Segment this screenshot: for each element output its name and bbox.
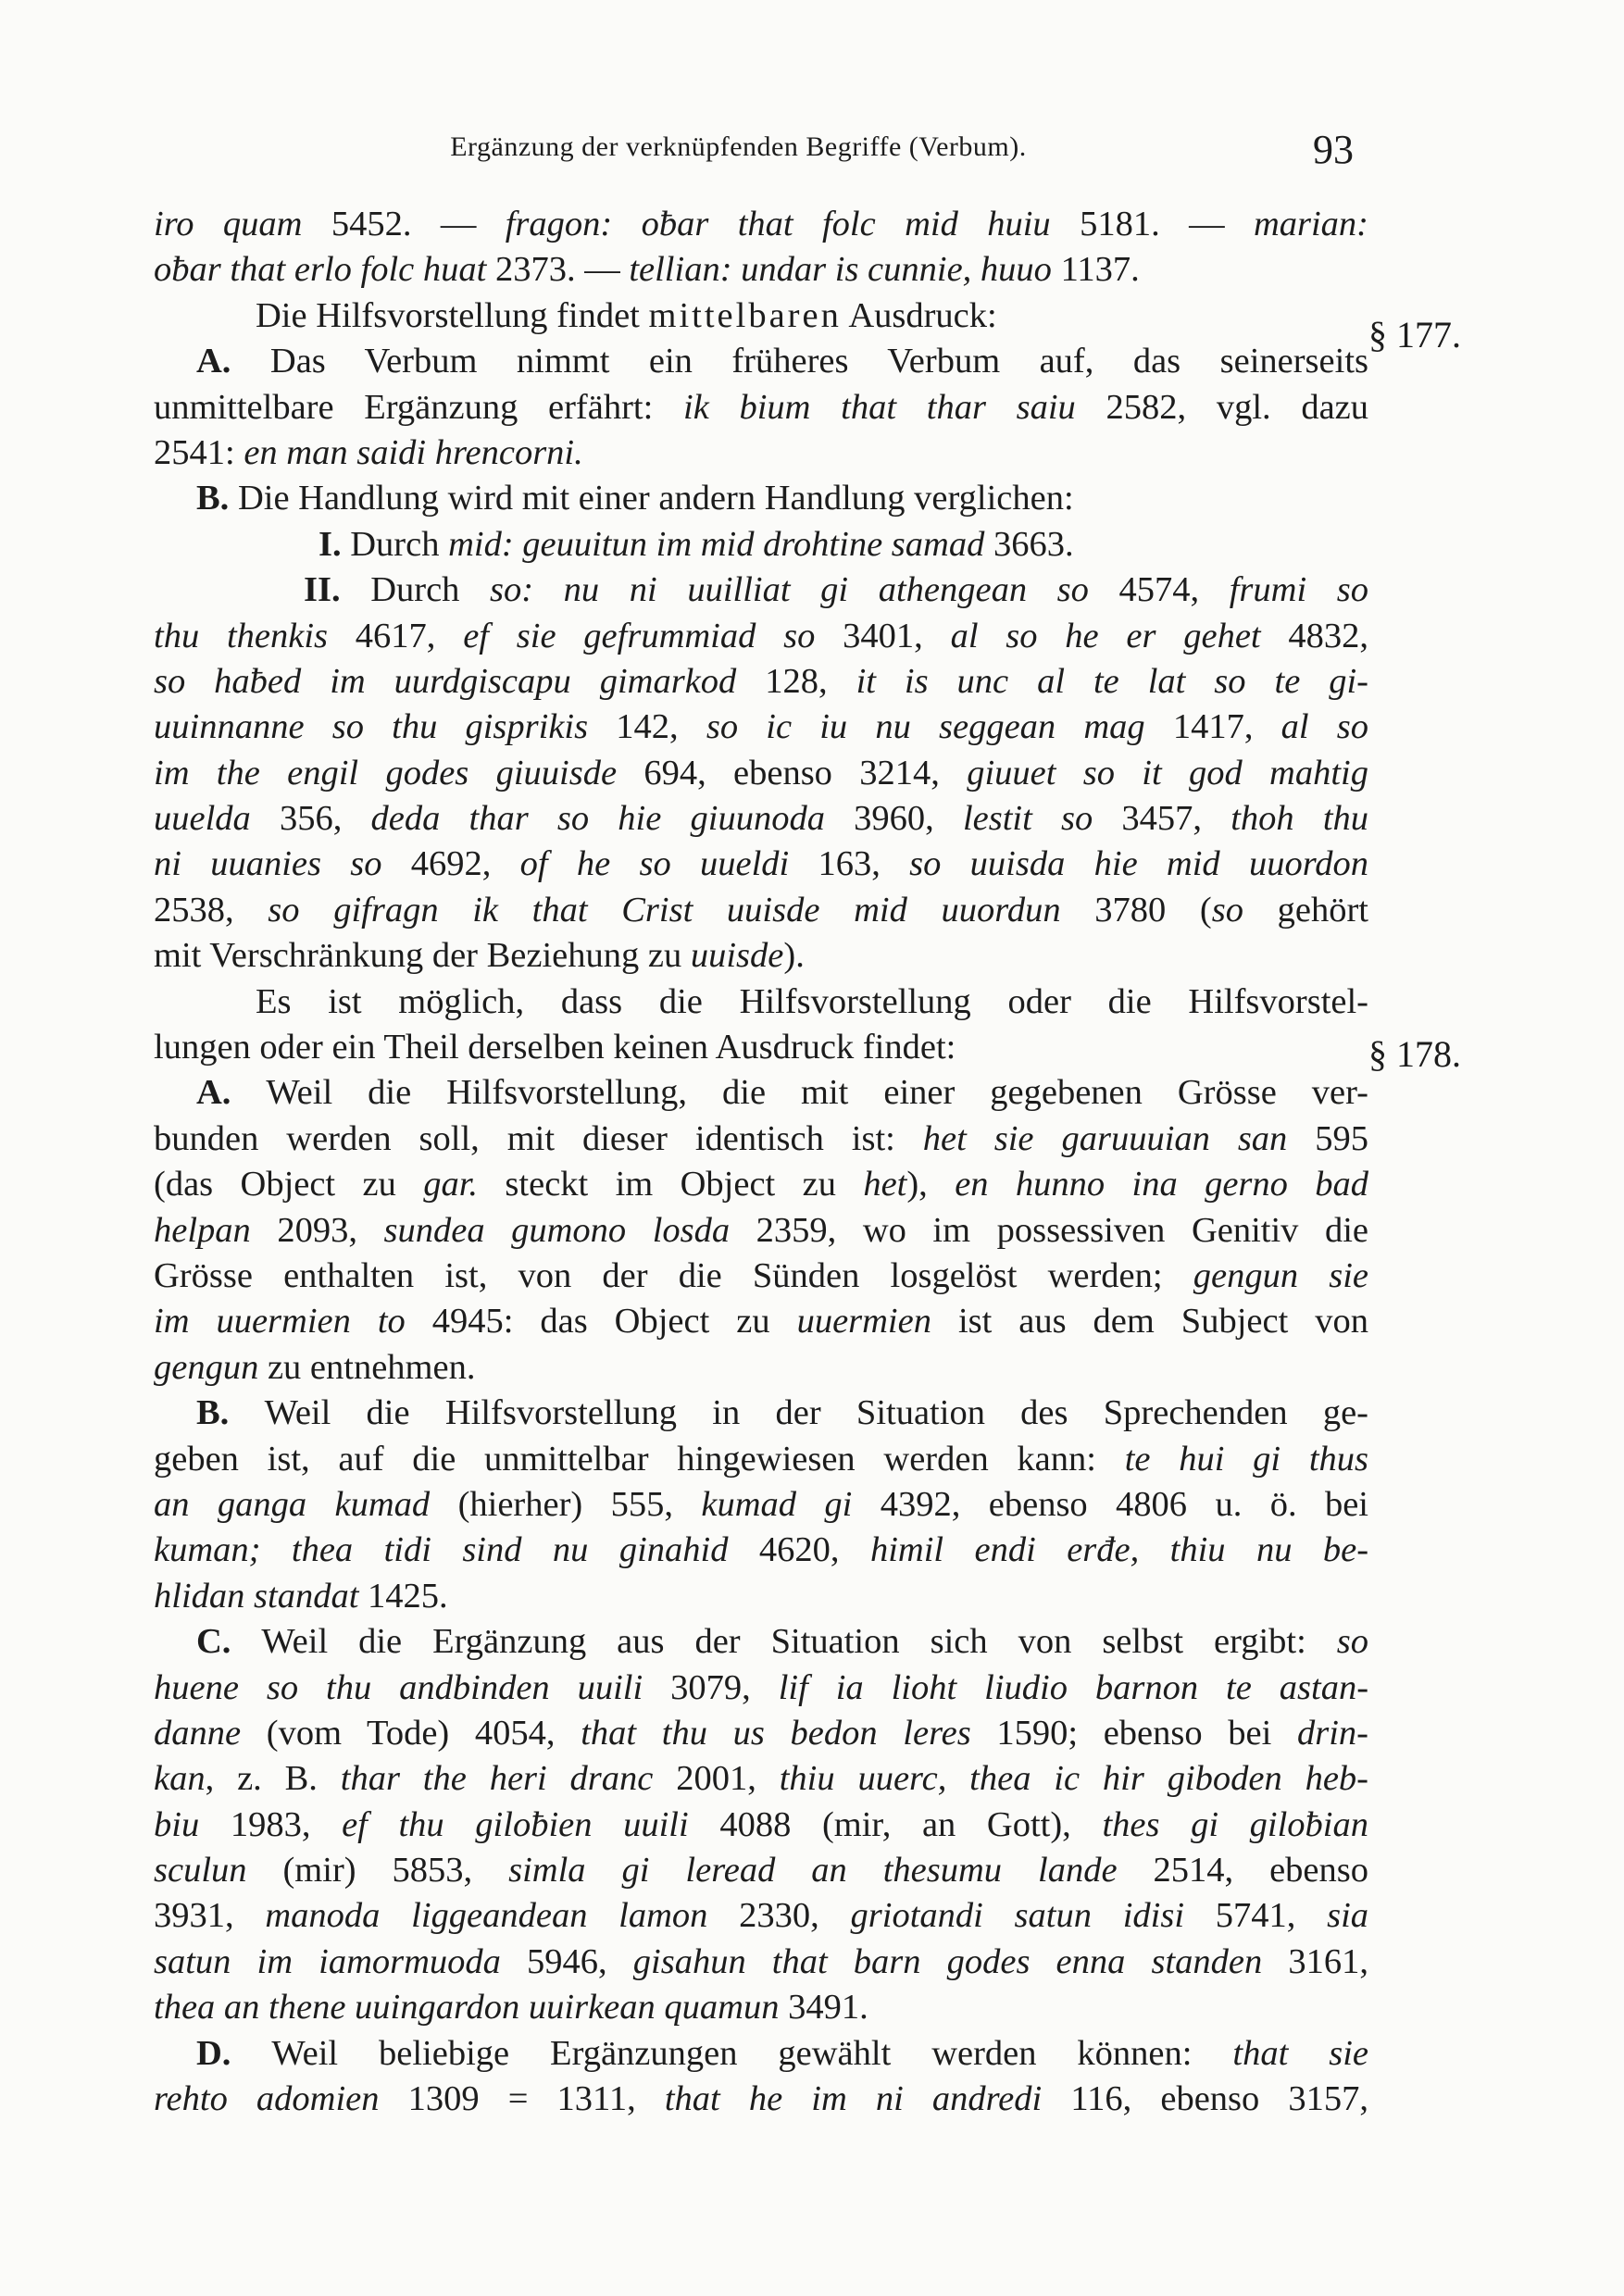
text-line <box>154 1574 1368 1619</box>
italic-text: so haƀed im uurdgiscapu gimarkod <box>154 661 766 701</box>
italic-text: so <box>1211 890 1243 930</box>
text-segment: 4832, <box>1288 616 1369 655</box>
italic-text: it is unc al te lat so te gi- <box>856 661 1368 701</box>
text-segment: 128, <box>765 661 856 701</box>
italic-text: im the engil godes giuuisde <box>154 753 644 792</box>
paragraph-label: II. <box>304 570 371 610</box>
text-segment: 4617, <box>355 616 464 655</box>
italic-text: thes gi giloƀian <box>1102 1804 1368 1844</box>
text-line <box>154 339 1368 384</box>
italic-text: manoda liggeandean lamon <box>265 1896 740 1936</box>
text-line <box>154 1482 1368 1528</box>
text-segment: 142, <box>616 707 706 747</box>
text-segment: (vom Tode) 4054, <box>266 1713 581 1753</box>
text-segment: Ausdruck: <box>841 295 997 335</box>
text-segment: 2514, ebenso <box>1153 1851 1368 1890</box>
italic-text: ni uuanies so <box>154 844 411 884</box>
text-segment: 3457, <box>1121 799 1231 839</box>
italic-text: lif ia lioht liudio barnon te astan- <box>778 1667 1369 1707</box>
text-line <box>154 1162 1368 1207</box>
text-line <box>154 568 1368 613</box>
italic-text: himil endi erđe, thiu nu be- <box>869 1530 1369 1570</box>
text-segment: 1425. <box>368 1576 448 1616</box>
text-line <box>154 705 1368 750</box>
text-line <box>154 933 1368 979</box>
text-line <box>154 888 1368 933</box>
italic-text: ef thu giloƀien uuili <box>342 1804 720 1844</box>
italic-text: het sie garuuuian san <box>922 1118 1316 1158</box>
text-segment: 2359, wo im possessiven Genitiv die <box>756 1210 1368 1250</box>
text-segment: 2541: <box>154 432 244 472</box>
text-line <box>154 1803 1368 1848</box>
text-segment: ). <box>783 936 805 976</box>
italic-text: im uuermien to <box>154 1302 432 1341</box>
text-segment: 163, <box>818 844 910 884</box>
italic-text: tellian: undar is cunnie, huuo <box>629 250 1061 290</box>
text-segment: 2093, <box>277 1210 384 1250</box>
text-line <box>154 1893 1368 1939</box>
text-line <box>154 1756 1368 1802</box>
italic-text: mid: geuuitun im mid drohtine samad <box>448 524 993 564</box>
text-segment: (mir) 5853, <box>282 1851 509 1890</box>
italic-text: kuman; thea tidi sind nu ginahid <box>154 1530 759 1570</box>
italic-text: thar the heri dranc <box>340 1759 677 1799</box>
text-line <box>154 1711 1368 1756</box>
italic-text: uuelda <box>154 799 280 839</box>
text-line <box>154 430 1368 476</box>
text-segment: 3780 ( <box>1094 890 1212 930</box>
italic-text: so ic iu nu seggean mag <box>706 707 1173 747</box>
text-segment: 4945: das Object zu <box>431 1302 797 1341</box>
italic-text: uuinnanne so thu gisprikis <box>154 707 617 747</box>
text-segment: 2330, <box>739 1896 851 1936</box>
text-segment: 4574, <box>1118 570 1230 610</box>
italic-text: biu <box>154 1804 231 1844</box>
italic-text: rehto adomien <box>154 2079 408 2119</box>
text-segment: 4392, ebenso 4806 u. ö. bei <box>880 1484 1369 1524</box>
running-head: Ergänzung der verknüpfenden Begriffe (Verbum). <box>450 131 1027 162</box>
text-line <box>154 202 1368 247</box>
italic-text: giuuet so it god mahtig <box>967 753 1368 792</box>
text-line <box>154 1254 1368 1299</box>
text-line <box>154 1117 1368 1162</box>
text-segment: 595 <box>1315 1118 1368 1158</box>
text-segment: zu entnehmen. <box>258 1347 476 1387</box>
text-segment: bunden werden soll, mit dieser identisch ist: <box>154 1118 923 1158</box>
text-segment: Weil die Hilfsvorstellung, die mit einer gegebenen Grösse ver- <box>266 1073 1368 1113</box>
italic-text: thea an thene uuingardon uuirkean quamun <box>154 1988 789 2028</box>
text-line <box>154 1619 1368 1665</box>
italic-text: so gifragn ik that Crist uuisde mid uuordun <box>268 890 1095 930</box>
italic-text: thiu uuerc, thea ic hir giboden heb- <box>779 1759 1368 1799</box>
text-line <box>154 1985 1368 2030</box>
text-segment: 3491. <box>788 1988 868 2028</box>
text-segment: lungen oder ein Theil derselben keinen Ausdruck findet: <box>154 1028 956 1067</box>
italic-text: fragon: oƀar that folc mid huiu <box>505 205 1081 243</box>
text-line <box>154 476 1368 521</box>
italic-text: lestit so <box>962 799 1122 839</box>
italic-text: marian: <box>1253 205 1369 243</box>
text-line <box>154 1299 1368 1344</box>
text-line <box>154 1528 1368 1573</box>
text-segment: Das Verbum nimmt ein früheres Verbum auf, das seinerseits <box>269 342 1368 381</box>
text-segment: 116, ebenso 3157, <box>1070 2079 1368 2119</box>
italic-text: iro quam <box>154 205 331 243</box>
italic-text: ef sie gefrummiad so <box>463 616 843 655</box>
italic-text: danne <box>154 1713 267 1753</box>
text-segment: 356, <box>279 799 371 839</box>
italic-text: oƀar that erlo folc huat <box>154 250 495 290</box>
text-segment: Durch <box>370 570 491 610</box>
text-line <box>154 522 1368 568</box>
italic-text: gisahun that barn godes enna standen <box>632 1941 1289 1981</box>
italic-text: that he im ni andredi <box>664 2079 1071 2119</box>
text-line <box>154 1848 1368 1893</box>
text-segment: , z. B. <box>205 1759 341 1799</box>
text-line <box>154 1025 1368 1070</box>
text-segment: 5452. — <box>331 205 506 243</box>
text-line <box>154 659 1368 705</box>
text-segment: 2582, vgl. dazu <box>1106 387 1369 427</box>
italic-text: al so he er gehet <box>950 616 1289 655</box>
text-segment: Durch <box>350 524 449 564</box>
paragraph-label: A. <box>196 342 270 381</box>
text-segment: Es ist möglich, dass die Hilfsvorstellung oder die Hilfsvorstel- <box>256 981 1368 1021</box>
text-segment: 2001, <box>676 1759 780 1799</box>
text-line <box>154 1437 1368 1482</box>
text-segment: 5181. — <box>1080 205 1254 243</box>
text-segment: 3931, <box>154 1896 266 1936</box>
italic-text: uuermien <box>796 1302 931 1341</box>
section-marker-177: § 177. <box>1368 314 1461 356</box>
italic-text: so <box>1336 1622 1368 1662</box>
italic-text: that sie <box>1232 2033 1368 2073</box>
italic-text: en hunno ina gerno bad <box>955 1165 1369 1204</box>
text-segment: Weil die Ergänzung aus der Situation sich von selbst ergibt: <box>261 1622 1337 1662</box>
paragraph-label: A. <box>196 1073 267 1113</box>
text-segment: 3079, <box>670 1667 779 1707</box>
text-line <box>154 1391 1368 1436</box>
text-segment: 2373. — <box>494 250 630 290</box>
italic-text: het <box>863 1165 907 1204</box>
text-segment: 3161, <box>1288 1941 1368 1981</box>
text-segment: ist aus dem Subject von <box>931 1302 1368 1341</box>
text-segment: Die Hilfsvorstellung findet <box>256 295 649 335</box>
text-line <box>154 842 1368 887</box>
text-segment: 694, ebenso 3214, <box>643 753 968 792</box>
italic-text: griotandi satun idisi <box>850 1896 1216 1936</box>
italic-text: drin- <box>1297 1713 1368 1753</box>
italic-text: kumad gi <box>701 1484 881 1524</box>
text-segment: gehört <box>1243 890 1368 930</box>
italic-text: that thu us bedon leres <box>581 1713 997 1753</box>
italic-text: so uuisda hie mid uuordon <box>909 844 1369 884</box>
italic-text: en man saidi hrencorni. <box>244 432 583 472</box>
text-line <box>154 385 1368 430</box>
text-segment: 1590; ebenso bei <box>996 1713 1297 1753</box>
text-segment: mit Verschränkung der Beziehung zu <box>154 936 691 976</box>
paragraph-label: I. <box>319 524 351 564</box>
text-segment: 3401, <box>843 616 951 655</box>
text-segment: geben ist, auf die unmittelbar hingewiesen werden kann: <box>154 1439 1125 1479</box>
paragraph-label: C. <box>196 1622 262 1662</box>
italic-text: kan <box>154 1759 206 1799</box>
text-segment: Weil beliebige Ergänzungen gewählt werden können: <box>271 2033 1233 2073</box>
italic-text: an ganga kumad <box>154 1484 458 1524</box>
paragraph-label: B. <box>196 479 238 518</box>
text-segment: (hierher) 555, <box>457 1484 702 1524</box>
text-segment: Die Handlung wird mit einer andern Handlung verglichen: <box>237 479 1074 518</box>
paragraph-label: D. <box>196 2033 272 2073</box>
italic-text: of he so uueldi <box>519 844 818 884</box>
text-segment: mittelbaren <box>648 295 842 335</box>
italic-text: thu thenkis <box>154 616 356 655</box>
text-segment: 1417, <box>1172 707 1281 747</box>
text-line <box>154 751 1368 796</box>
italic-text: sia <box>1327 1896 1369 1936</box>
paragraph-label: B. <box>196 1393 265 1433</box>
text-line <box>154 1345 1368 1391</box>
text-line <box>154 293 1368 339</box>
text-segment: Grösse enthalten ist, von der die Sünden losgelöst werden; <box>154 1255 1193 1295</box>
italic-text: simla gi leread an thesumu lande <box>508 1851 1154 1890</box>
text-line <box>154 247 1368 293</box>
text-segment: Weil die Hilfsvorstellung in der Situation des Sprechenden ge- <box>264 1393 1368 1433</box>
italic-text: satun im iamormuoda <box>154 1941 528 1981</box>
text-line <box>154 980 1368 1025</box>
italic-text: uuisde <box>690 936 784 976</box>
text-line <box>154 1940 1368 1985</box>
text-segment: steckt im Object zu <box>478 1165 864 1204</box>
text-segment: 2538, <box>154 890 269 930</box>
italic-text: gengun <box>154 1347 259 1387</box>
text-line <box>154 2031 1368 2077</box>
text-segment: (das Object zu <box>154 1165 424 1204</box>
italic-text: deda thar so hie giuunoda <box>370 799 855 839</box>
body-text <box>154 202 1368 2122</box>
italic-text: thoh thu <box>1230 799 1369 839</box>
text-segment: 4088 (mir, an Gott), <box>719 1804 1103 1844</box>
text-line <box>154 2077 1368 2122</box>
italic-text: al so <box>1280 707 1369 747</box>
italic-text: so: nu ni uuilliat gi athengean so <box>490 570 1119 610</box>
italic-text: te hui gi thus <box>1124 1439 1368 1479</box>
text-segment: unmittelbare Ergänzung erfährt: <box>154 387 683 427</box>
italic-text: gengun sie <box>1193 1255 1368 1295</box>
italic-text: sundea gumono losda <box>383 1210 756 1250</box>
text-segment: ), <box>906 1165 956 1204</box>
page-number: 93 <box>1313 127 1354 172</box>
text-segment: 1983, <box>230 1804 343 1844</box>
text-line <box>154 614 1368 659</box>
text-segment: 3960, <box>854 799 963 839</box>
section-marker-178: § 178. <box>1368 1033 1461 1075</box>
italic-text: gar. <box>423 1165 479 1204</box>
text-line <box>154 1208 1368 1254</box>
italic-text: ik bium that thar saiu <box>683 387 1106 427</box>
text-line <box>154 1070 1368 1116</box>
italic-text: helpan <box>154 1210 278 1250</box>
text-segment: 4620, <box>758 1530 870 1570</box>
text-segment: 3663. <box>993 524 1074 564</box>
text-line <box>154 1666 1368 1711</box>
italic-text: hlidan standat <box>154 1576 369 1616</box>
text-segment: 4692, <box>410 844 520 884</box>
italic-text: sculun <box>154 1851 283 1890</box>
text-segment: 1309 = 1311, <box>407 2079 665 2119</box>
italic-text: huene so thu andbinden uuili <box>154 1667 671 1707</box>
text-segment: 5946, <box>527 1941 633 1981</box>
italic-text: frumi so <box>1229 570 1368 610</box>
text-segment: 5741, <box>1215 1896 1328 1936</box>
text-segment: 1137. <box>1060 250 1140 290</box>
text-line <box>154 796 1368 842</box>
